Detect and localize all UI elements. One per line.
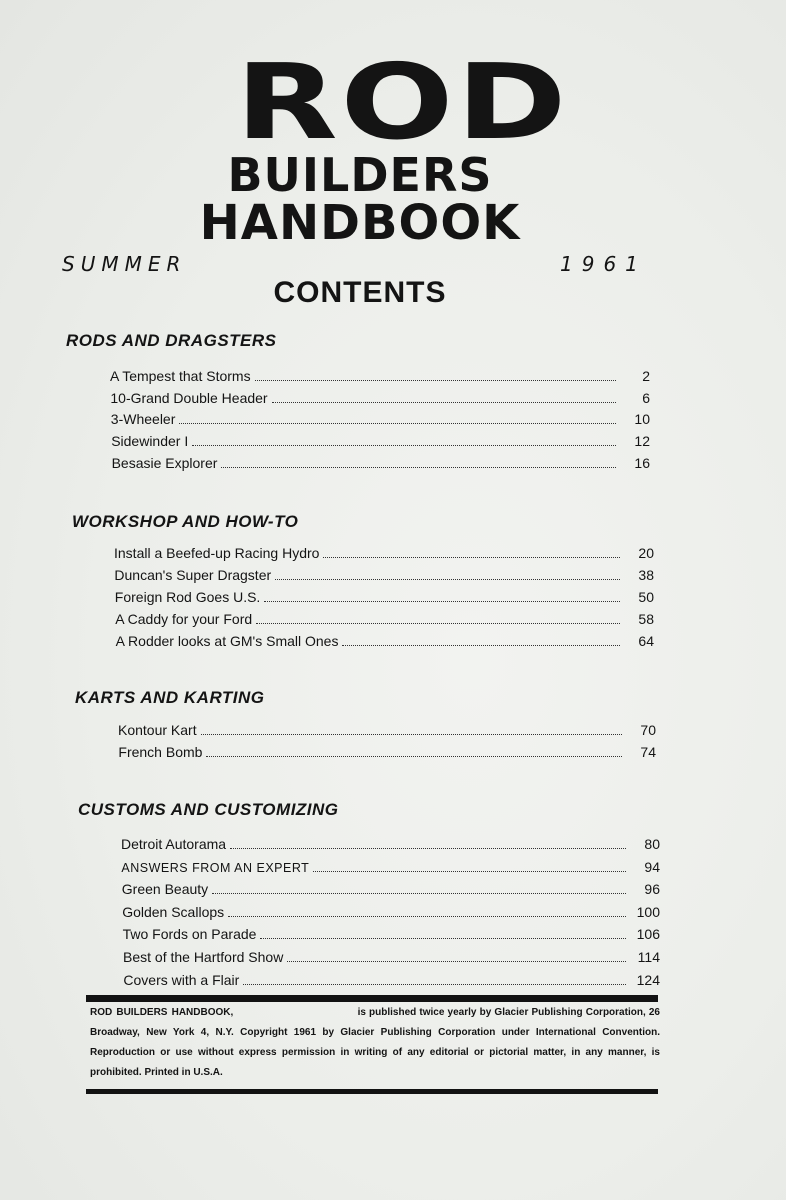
toc-entry (114, 567, 654, 588)
dot-leader (243, 984, 626, 985)
dot-leader (275, 579, 620, 580)
dot-leader (264, 601, 620, 602)
dot-leader (201, 734, 622, 735)
dot-leader (342, 645, 620, 646)
toc-entry-page-number: 6 (642, 389, 650, 406)
toc-entry (115, 611, 654, 632)
toc-entry-title: Sidewinder I (111, 433, 189, 450)
toc-entry-title: Green Beauty (121, 881, 209, 898)
dot-leader (255, 380, 616, 381)
section-title: RODS AND DRAGSTERS (66, 331, 277, 350)
toc-entry-page-number: 74 (640, 744, 656, 761)
toc-entry (114, 545, 654, 566)
contents-heading: CONTENTS (273, 276, 447, 309)
dot-leader (212, 893, 626, 894)
toc-entry-page-number: 70 (640, 722, 656, 738)
toc-entry (110, 390, 650, 411)
dot-leader (228, 916, 626, 917)
dot-leader (287, 961, 626, 962)
toc-entry-title: Duncan's Super Dragster (114, 567, 272, 583)
section-title: WORKSHOP AND HOW-TO (72, 512, 299, 531)
masthead-subtitle-line-1: BUILDERS (227, 148, 493, 202)
toc-entry (123, 949, 660, 970)
toc-entry-page-number: 96 (644, 881, 660, 898)
dot-leader (221, 467, 616, 468)
toc-entry-page-number: 64 (638, 633, 654, 649)
dot-leader (179, 423, 616, 424)
section-title: KARTS AND KARTING (75, 688, 265, 707)
toc-entry-page-number: 80 (644, 836, 660, 852)
dot-leader (256, 623, 620, 624)
colophon (90, 1003, 660, 1083)
toc-entry (110, 368, 650, 389)
toc-entry-page-number: 16 (634, 454, 650, 471)
toc-entry-page-number: 10 (634, 411, 650, 428)
toc-entry-title: Golden Scallops (122, 903, 225, 920)
toc-entry-page-number: 2 (642, 368, 650, 384)
toc-entry (111, 433, 650, 454)
toc-entry-title: 10-Grand Double Header (110, 389, 268, 406)
toc-entry-title: Covers with a Flair (123, 971, 240, 988)
toc-entry (116, 633, 654, 654)
toc-entry-title: Best of the Hartford Show (123, 949, 284, 965)
toc-entry (112, 455, 650, 476)
toc-entry-title: Kontour Kart (118, 722, 197, 738)
toc-entry-title: Two Fords on Parade (122, 926, 257, 943)
toc-entry-title: 3-Wheeler (110, 411, 176, 428)
toc-entry-page-number: 94 (644, 858, 660, 875)
dot-leader (313, 871, 626, 872)
masthead-subtitle-line-2: HANDBOOK (199, 195, 521, 251)
toc-entry (122, 904, 660, 925)
section-title: CUSTOMS AND CUSTOMIZING (78, 800, 339, 819)
masthead-title: ROD (235, 41, 570, 163)
toc-entry (121, 836, 660, 857)
toc-entry-page-number: 124 (636, 971, 660, 988)
dot-leader (192, 445, 616, 446)
toc-entry-page-number: 58 (638, 611, 654, 627)
toc-entry-page-number: 106 (636, 926, 660, 943)
issue-year: 1961 (560, 252, 647, 276)
colophon-publication-name: ROD BUILDERS HANDBOOK, (90, 1007, 234, 1018)
toc-entry-page-number: 20 (638, 545, 654, 561)
toc-entry (115, 589, 654, 610)
colophon-top-rule (86, 995, 658, 1002)
colophon-body: is published twice yearly by Glacier Publishing Corporation, 26 Broadway, New York 4, N.Y. Copyright 1961 by Glacier Publishing Corporation under International Convention. Reproduction or use without express permission in writing of any editorial or pictorial matter, in any manner, is prohibited. Printed in U.S.A. (90, 1007, 660, 1078)
toc-entry-title: A Rodder looks at GM's Small Ones (115, 633, 339, 649)
toc-entry-title: A Caddy for your Ford (115, 611, 253, 627)
toc-entry-page-number: 38 (638, 567, 654, 583)
toc-entry (121, 859, 660, 880)
toc-entry-page-number: 12 (634, 433, 650, 450)
toc-entry-page-number: 100 (636, 903, 660, 920)
toc-entry-page-number: 50 (638, 589, 654, 605)
toc-entry (122, 881, 660, 902)
toc-entry-title: French Bomb (118, 744, 203, 761)
toc-entry-title: ANSWERS FROM AN EXPERT (121, 860, 310, 875)
toc-entry-page-number: 114 (637, 949, 660, 965)
dot-leader (230, 848, 626, 849)
toc-entry-title: Besasie Explorer (111, 454, 218, 471)
dot-leader (323, 557, 620, 558)
toc-entry-title: Install a Beefed-up Racing Hydro (114, 545, 320, 561)
dot-leader (260, 938, 626, 939)
issue-season: SUMMER (62, 252, 187, 276)
colophon-bottom-rule (86, 1089, 658, 1094)
toc-entry (123, 972, 660, 993)
toc-entry-title: Detroit Autorama (121, 836, 227, 852)
dot-leader (206, 756, 622, 757)
toc-entry (118, 722, 656, 743)
toc-entry-title: A Tempest that Storms (110, 368, 251, 384)
toc-entry (123, 926, 660, 947)
dot-leader (272, 402, 616, 403)
toc-entry-title: Foreign Rod Goes U.S. (114, 589, 261, 605)
toc-entry (118, 744, 656, 765)
toc-entry (111, 411, 650, 432)
